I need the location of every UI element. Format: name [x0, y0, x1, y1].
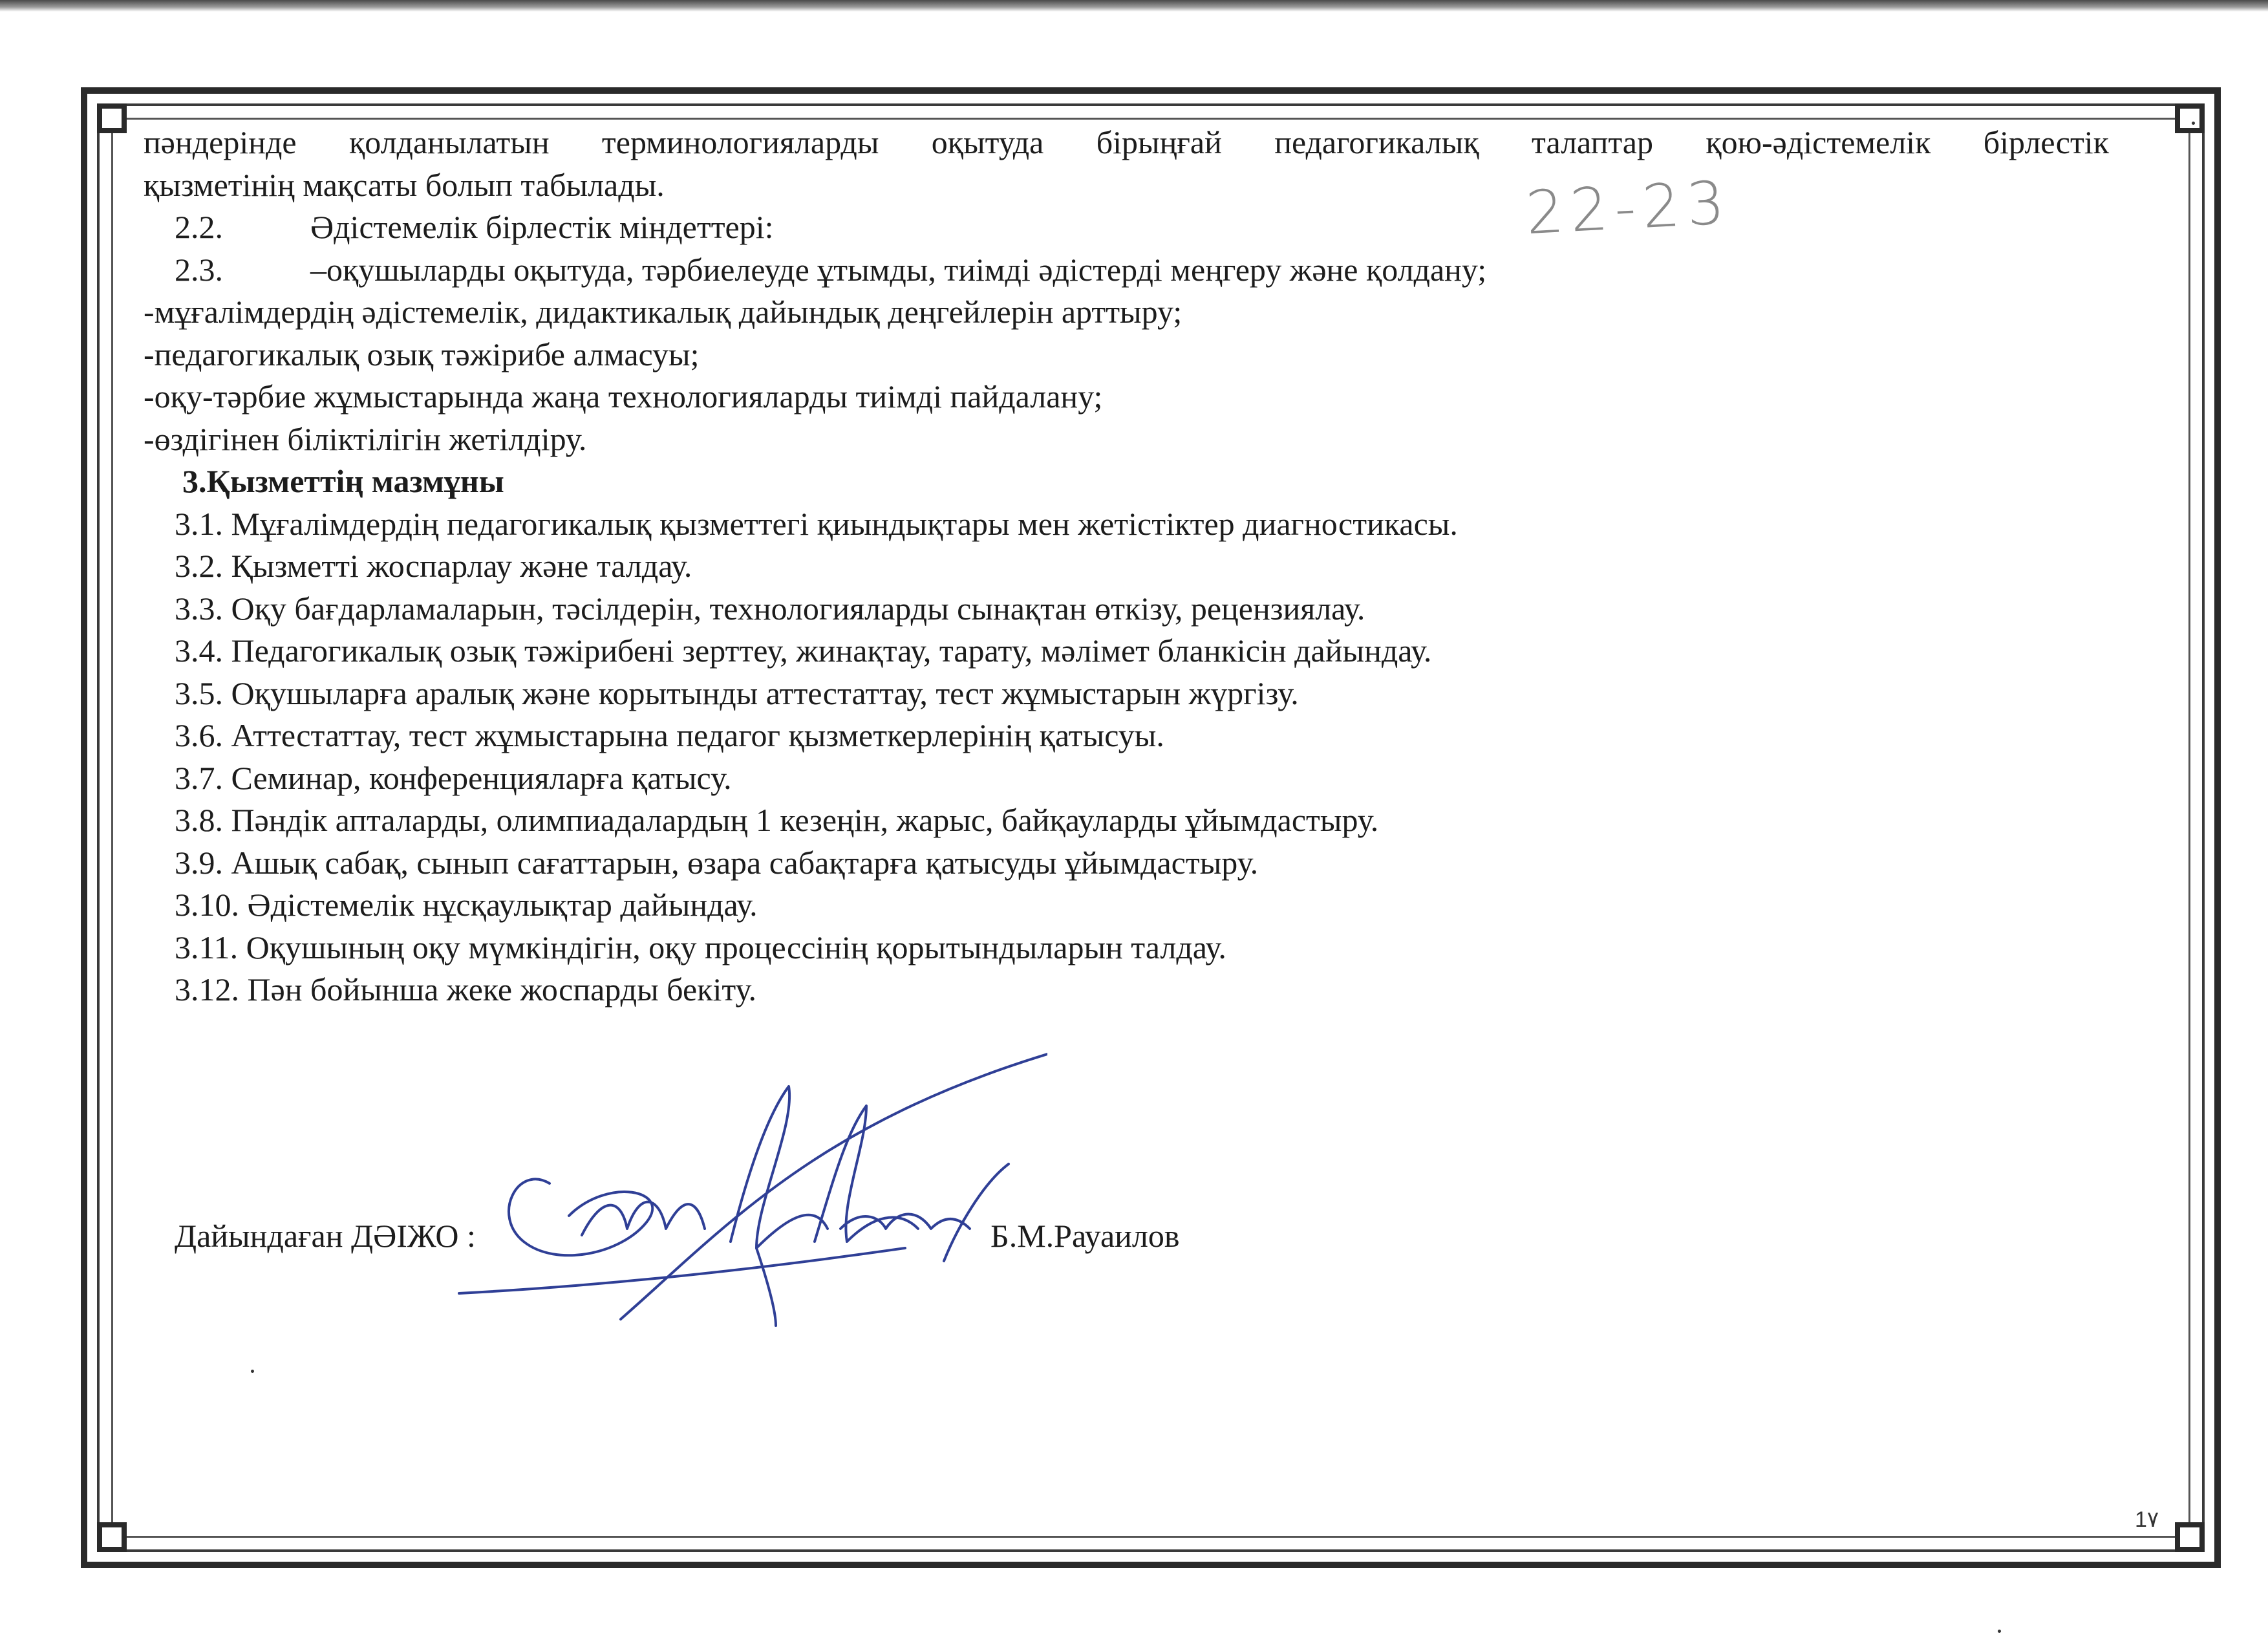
- frame-corner-top-left: [97, 103, 127, 133]
- page-number: 1٧: [2135, 1507, 2159, 1532]
- intro-line-1: пәндерінде қолданылатын терминологияларды оқытуда бірыңғай педагогикалық талаптар қою-әдістемелік бірлестік: [144, 124, 2109, 160]
- item-2-2: [144, 206, 2109, 249]
- handwritten-year-note: 22-23: [1524, 167, 1733, 248]
- item-2-3-number: 2.3.: [175, 251, 223, 288]
- item-2-2-number: 2.2.: [175, 209, 223, 245]
- intro-line-2: қызметінің мақсаты болып табылады.: [144, 166, 665, 203]
- handwritten-signature: [453, 1035, 1047, 1332]
- task-item: -мұғалімдердің әдістемелік, дидактикалық дайындық деңгейлерін арттыру;: [144, 294, 1182, 330]
- frame-corner-bottom-right: [2175, 1522, 2205, 1552]
- task-item: -оқу-тәрбие жұмыстарында жаңа технологияларды тиімді пайдалану;: [144, 378, 1103, 415]
- section-3-item: 3.9. Ашық сабақ, сынып сағаттарын, өзара сабақтарға қатысуды ұйымдастыру.: [175, 844, 1259, 881]
- item-2-2-text: Әдістемелік бірлестік міндеттері:: [310, 209, 774, 245]
- frame-corner-bottom-left: [97, 1522, 127, 1552]
- section-3-item: 3.8. Пәндік апталарды, олимпиадалардың 1 кезеңін, жарыс, байқауларды ұйымдастыру.: [175, 802, 1379, 838]
- section-3-item: 3.12. Пән бойынша жеке жоспарды бекіту.: [175, 971, 757, 1008]
- section-3-item: 3.1. Мұғалімдердің педагогикалық қызметтегі қиындықтары мен жетістіктер диагностикасы.: [175, 505, 1458, 542]
- item-2-3-text: –оқушыларды оқытуда, тәрбиелеуде ұтымды, тиімді әдістерді меңгеру және қолдану;: [310, 251, 1487, 288]
- scan-top-edge: [0, 0, 2268, 12]
- signatory-name: Б.М.Рауаилов: [990, 1218, 1180, 1254]
- signature-block: [175, 1209, 1468, 1274]
- section-3-item: 3.6. Аттестаттау, тест жұмыстарына педагог қызметкерлерінің қатысуы.: [175, 717, 1164, 753]
- section-3-item: 3.2. Қызметті жоспарлау және талдау.: [175, 548, 692, 584]
- signature-stroke-long-upstroke: [621, 1054, 1047, 1319]
- scan-speck: [251, 1370, 254, 1373]
- task-item: -өздігінен біліктілігін жетілдіру.: [144, 420, 587, 457]
- document-body: [144, 122, 2109, 1011]
- section-3-item: 3.7. Семинар, конференцияларға қатысу.: [175, 759, 732, 796]
- section-3-heading: 3.Қызметтің мазмұны: [182, 463, 504, 499]
- frame-corner-top-right: [2175, 103, 2205, 133]
- item-2-3: [144, 249, 2109, 292]
- section-3-item: 3.4. Педагогикалық озық тәжірибені зерттеу, жинақтау, тарату, мәлімет бланкісін дайындау.: [175, 632, 1432, 669]
- section-3-item: 3.11. Оқушының оқу мүмкіндігін, оқу процессінің қорытындыларын талдау.: [175, 929, 1226, 965]
- scan-speck: [1998, 1630, 2001, 1633]
- signature-label: Дайындаған ДӘІЖО :: [175, 1218, 476, 1254]
- scan-speck: [2192, 122, 2195, 125]
- task-item: -педагогикалық озық тәжірибе алмасуы;: [144, 336, 700, 372]
- section-3-item: 3.3. Оқу бағдарламаларын, тәсілдерін, технологияларды сынақтан өткізу, рецензиялау.: [175, 590, 1365, 627]
- section-3-item: 3.5. Оқушыларға аралық және корытынды аттестаттау, тест жұмыстарын жүргізу.: [175, 674, 1299, 711]
- section-3-item: 3.10. Әдістемелік нұсқаулықтар дайындау.: [175, 887, 758, 923]
